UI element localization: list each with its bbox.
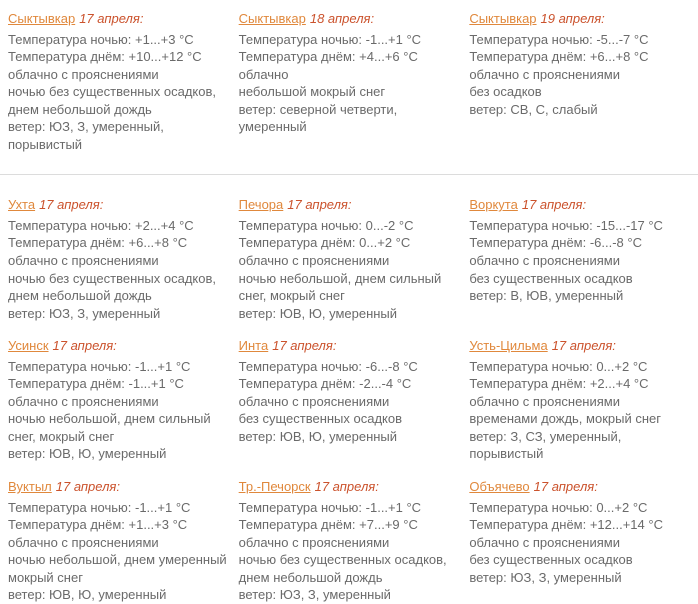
wind-line: ветер: северной четверти, умеренный [238,101,398,135]
forecast-block-inta [239,337,460,463]
temp-night-line: Температура ночью: 0...+2 °C [469,358,648,374]
sky-line: облачно с прояснениями [469,253,620,269]
temp-day-line: Температура днём: +2...+4 °C [469,376,649,392]
temp-night-line: Температура ночью: 0...+2 °C [469,499,648,515]
forecast-header [239,10,460,28]
temp-day-line: Температура днём: -6...-8 °C [469,235,642,251]
forecast-date: 17 апреля: [39,197,104,213]
wind-line: ветер: ЮЗ, З, умеренный [8,305,161,321]
city-link[interactable]: Объячево [469,479,530,495]
temp-night-line: Температура ночью: -5...-7 °C [469,31,649,47]
forecast-header [469,478,690,496]
temp-night-line: Температура ночью: +1...+3 °C [8,31,194,47]
temp-day-line: Температура днём: +12...+14 °C [469,517,663,533]
city-link[interactable]: Печора [238,197,284,213]
temp-night-line: Температура ночью: -1...+1 °C [8,358,191,374]
precip-line: ночью небольшой, днем сильный снег, мокрый снег [8,411,211,444]
section-divider [0,174,698,175]
city-link[interactable]: Усть-Цильма [469,338,548,354]
city-link[interactable]: Сыктывкар [469,11,537,26]
forecast-date: 17 апреля: [314,479,379,495]
temp-day-line: Температура днём: 0...+2 °C [238,235,411,251]
city-link[interactable]: Сыктывкар [8,11,76,26]
city-link[interactable]: Тр.-Печорск [238,479,311,495]
forecast-header [469,196,690,214]
city-link[interactable]: Усинск [8,338,49,354]
forecast-block-obyachevo [469,478,690,604]
forecast-date: 17 апреля: [55,479,120,495]
precip-line: без существенных осадков [238,411,403,427]
temp-day-line: Температура днём: +6...+8 °C [8,235,188,251]
temp-day-line: Температура днём: +1...+3 °C [8,517,188,533]
forecast-block-syktyvkar-18 [239,10,460,153]
sky-line: облачно с прояснениями [8,534,159,550]
sky-line: облачно с прояснениями [469,393,620,409]
forecast-date: 17 апреля: [551,338,616,354]
sky-line: облачно с прояснениями [8,393,159,409]
syktyvkar-forecast-section [0,10,698,153]
forecast-header [8,478,229,496]
forecast-header [8,196,229,214]
temp-night-line: Температура ночью: -1...+1 °C [238,499,422,515]
city-link[interactable]: Воркута [469,197,518,213]
forecast-header [469,337,690,355]
temp-night-line: Температура ночью: -6...-8 °C [238,358,418,374]
temp-night-line: Температура ночью: +2...+4 °C [8,217,194,233]
forecast-date: 17 апреля: [287,197,352,213]
precip-line: ночью без существенных осадков, днем небольшой дождь [8,84,217,117]
forecast-date: 17 апреля: [79,11,144,26]
forecast-header [8,337,229,355]
wind-line: ветер: В, ЮВ, умеренный [469,288,624,304]
forecast-header [239,337,460,355]
cities-forecast-section [0,196,698,603]
wind-line: ветер: З, СЗ, умеренный, порывистый [469,428,622,462]
sky-line: облачно с прояснениями [469,534,620,550]
temp-day-line: Температура днём: -1...+1 °C [8,376,184,392]
city-link[interactable]: Ухта [8,197,36,213]
temp-night-line: Температура ночью: -15...-17 °C [469,217,663,233]
precip-line: небольшой мокрый снег [238,84,386,100]
forecast-header [469,10,690,28]
sky-line: облачно с прояснениями [238,393,390,409]
forecast-date: 18 апреля: [309,11,375,26]
sky-line: облачно с прояснениями [238,253,390,269]
temp-night-line: Температура ночью: -1...+1 °C [238,31,422,47]
forecast-header [239,478,460,496]
wind-line: ветер: ЮВ, Ю, умеренный [238,428,398,444]
sky-line: облачно с прояснениями [238,534,390,550]
wind-line: ветер: ЮВ, Ю, умеренный [238,305,398,321]
precip-line: временами дождь, мокрый снег [469,411,661,427]
precip-line: ночью небольшой, днем сильный снег, мокрый снег [238,270,442,304]
forecast-block-syktyvkar-17 [8,10,229,153]
forecast-date: 17 апреля: [52,338,117,354]
temp-night-line: Температура ночью: 0...-2 °C [238,217,414,233]
forecast-date: 19 апреля: [540,11,605,26]
wind-line: ветер: ЮЗ, З, умеренный [469,569,622,585]
forecast-header [239,196,460,214]
forecast-block-usinsk [8,337,229,463]
forecast-block-ukhta [8,196,229,322]
forecast-block-pechora [239,196,460,322]
forecast-block-troitsko-pechorsk [239,478,460,604]
forecast-header [8,10,229,28]
sky-line: облачно с прояснениями [8,66,159,82]
wind-line: ветер: ЮВ, Ю, умеренный [8,446,167,462]
temp-night-line: Температура ночью: -1...+1 °C [8,499,191,515]
sky-line: облачно с прояснениями [8,253,159,269]
temp-day-line: Температура днём: +7...+9 °C [238,517,418,533]
forecast-block-vorkuta [469,196,690,322]
precip-line: ночью без существенных осадков, днем небольшой дождь [238,552,447,585]
city-link[interactable]: Вуктыл [8,479,52,495]
temp-day-line: Температура днём: +4...+6 °C [238,49,418,65]
sky-line: облачно с прояснениями [469,66,620,82]
forecast-block-syktyvkar-19 [469,10,690,153]
precip-line: без существенных осадков [469,270,633,286]
forecast-block-vuktyl [8,478,229,604]
temp-day-line: Температура днём: +10...+12 °C [8,49,202,65]
precip-line: без осадков [469,84,542,100]
sky-line: облачно [238,66,289,82]
city-link[interactable]: Сыктывкар [238,11,306,26]
forecast-date: 17 апреля: [533,479,598,495]
wind-line: ветер: СВ, С, слабый [469,101,598,117]
wind-line: ветер: ЮЗ, З, умеренный, порывистый [8,119,164,152]
precip-line: без существенных осадков [469,552,633,568]
precip-line: ночью без существенных осадков, днем небольшой дождь [8,270,217,304]
temp-day-line: Температура днём: -2...-4 °C [238,376,412,392]
wind-line: ветер: ЮВ, Ю, умеренный [8,587,167,603]
precip-line: ночью небольшой, днем умеренный мокрый снег [8,552,227,585]
wind-line: ветер: ЮЗ, З, умеренный [238,587,391,603]
forecast-date: 17 апреля: [521,197,587,213]
forecast-block-ust-tsilma [469,337,690,463]
temp-day-line: Температура днём: +6...+8 °C [469,49,649,65]
city-link[interactable]: Инта [238,338,269,354]
forecast-date: 17 апреля: [272,338,337,354]
